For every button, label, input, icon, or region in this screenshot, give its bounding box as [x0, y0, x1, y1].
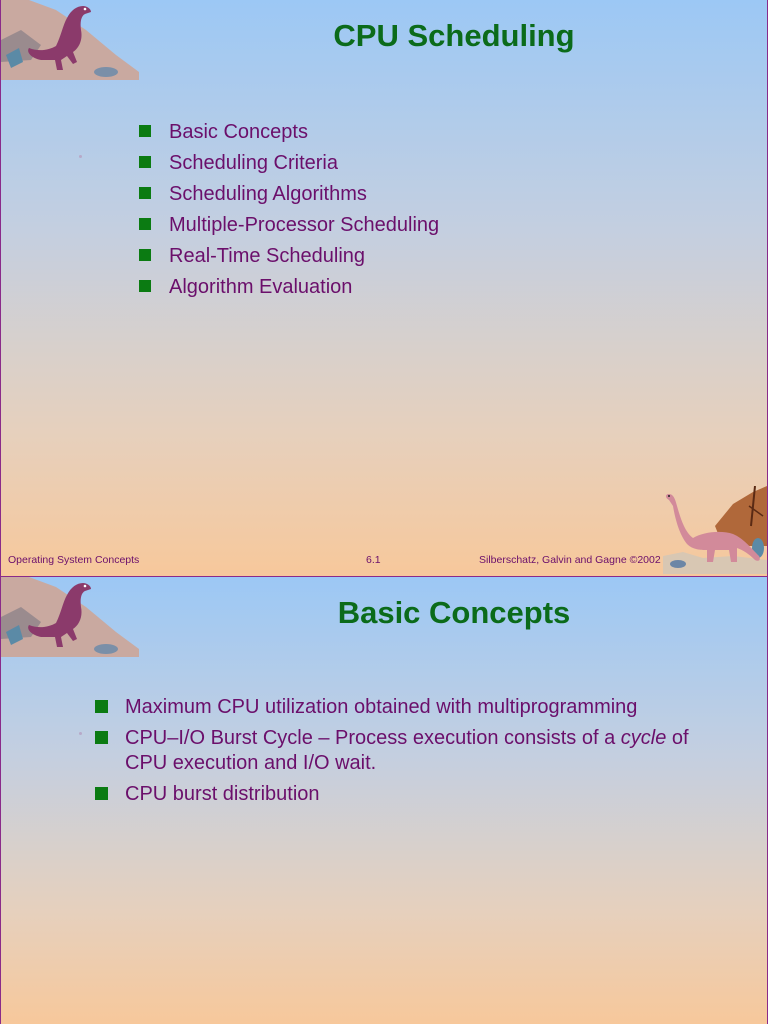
list-item: [139, 213, 659, 238]
slide-title: Basic Concepts: [337, 595, 571, 630]
square-bullet-icon: [95, 731, 108, 744]
decorative-dot: [79, 155, 82, 158]
list-item: [139, 244, 659, 269]
bullet-text: Scheduling Algorithms: [169, 183, 367, 205]
footer-book-title: Operating System Concepts: [8, 554, 140, 566]
square-bullet-icon: [139, 187, 151, 199]
bullet-text: Real-Time Scheduling: [169, 245, 366, 267]
list-item: [95, 782, 695, 807]
dinosaur-logo-icon: [1, 577, 141, 657]
square-bullet-icon: [139, 280, 151, 292]
bullet-text: CPU burst distribution: [125, 783, 320, 805]
list-item: [95, 726, 695, 776]
dinosaur-logo-icon: [1, 0, 141, 80]
square-bullet-icon: [139, 125, 151, 137]
topic-list: [139, 120, 659, 306]
square-bullet-icon: [139, 218, 151, 230]
decorative-dot: [79, 732, 82, 735]
list-item: [139, 275, 659, 300]
bullet-text: Algorithm Evaluation: [169, 276, 353, 298]
footer-page-number: 6.1: [366, 554, 381, 566]
square-bullet-icon: [139, 156, 151, 168]
bullet-text: Scheduling Criteria: [169, 152, 338, 174]
square-bullet-icon: [95, 700, 108, 713]
square-bullet-icon: [139, 249, 151, 261]
slide-basic-concepts: [0, 576, 768, 1024]
bullet-text: Basic Concepts: [169, 121, 308, 143]
slide-title: CPU Scheduling: [333, 18, 575, 53]
bullet-text-part: CPU–I/O Burst Cycle – Process execution consists of a: [125, 727, 621, 749]
footer-copyright: Silberschatz, Galvin and Gagne ©2002: [479, 554, 661, 566]
concept-list: [95, 695, 695, 813]
square-bullet-icon: [95, 787, 108, 800]
bullet-text: Multiple-Processor Scheduling: [169, 214, 440, 236]
list-item: [139, 120, 659, 145]
bullet-text: [125, 727, 689, 774]
emphasized-term: cycle: [620, 727, 667, 749]
list-item: [139, 151, 659, 176]
bullet-text: Maximum CPU utilization obtained with multiprogramming: [125, 696, 638, 718]
list-item: [95, 695, 695, 720]
list-item: [139, 182, 659, 207]
brontosaurus-logo-icon: [663, 486, 767, 574]
bullet-text-part: of CPU execution and I/O wait.: [125, 727, 689, 774]
